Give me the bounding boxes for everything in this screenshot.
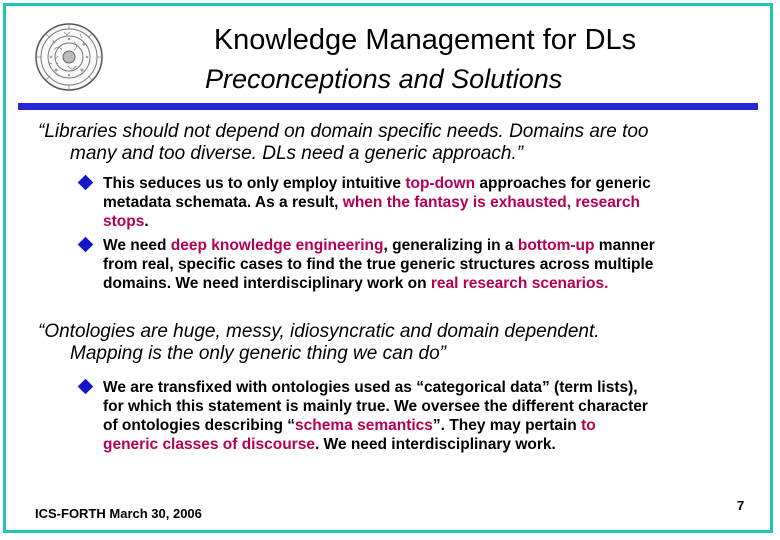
highlight-text: . — [604, 275, 609, 292]
highlight-text: stops — [103, 213, 145, 230]
page-number: 7 — [737, 498, 745, 513]
text: metadata schemata. As a result, — [103, 194, 343, 211]
text: manner — [594, 237, 655, 254]
quote-line: “Ontologies are huge, messy, idiosyncratic and domain dependent. — [38, 321, 600, 342]
highlight-text: real research scenarios — [430, 275, 605, 292]
highlight-text: generic classes of discourse — [103, 436, 315, 453]
text: , generalizing in a — [383, 237, 518, 254]
highlight-text: bottom-up — [517, 237, 595, 254]
quote-line: “Libraries should not depend on domain specific needs. Domains are too — [38, 121, 649, 142]
slide-subtitle: Preconceptions and Solutions — [205, 64, 563, 94]
footer-org-date: ICS-FORTH March 30, 2006 — [35, 506, 202, 521]
slide-title: Knowledge Management for DLs — [213, 24, 637, 56]
quote-ontologies — [38, 321, 600, 365]
text: ”. They may pertain — [432, 417, 582, 434]
text: of ontologies describing “ — [103, 417, 296, 434]
text: We need — [103, 237, 171, 254]
text: This seduces us to only employ intuitive — [103, 175, 406, 192]
text: domains. We need interdisciplinary work on — [103, 275, 431, 292]
quote-libraries — [38, 121, 648, 165]
title-divider — [18, 103, 758, 110]
highlight-text: top-down — [405, 175, 476, 192]
quote-line: many and too diverse. DLs need a generic approach.” — [70, 143, 524, 164]
text: for which this statement is mainly true. We oversee the different character — [103, 398, 648, 415]
bullet-transfixed — [80, 378, 648, 454]
text: We are transfixed with ontologies used as “categorical data” (term lists), — [103, 379, 638, 396]
text: approaches for generic — [475, 175, 651, 192]
highlight-text: when the fantasy is exhausted, research — [342, 194, 640, 211]
bullet-top-down — [80, 174, 651, 231]
highlight-text: schema semantics — [295, 417, 433, 434]
quote-line: Mapping is the only generic thing we can do” — [70, 343, 447, 364]
bullet-deep-knowledge — [80, 236, 655, 293]
highlight-text: deep knowledge engineering — [170, 237, 384, 254]
text: . We need interdisciplinary work. — [314, 436, 556, 453]
text: . — [144, 213, 149, 230]
text: from real, specific cases to find the true generic structures across multiple — [103, 256, 654, 273]
highlight-text: to — [581, 417, 596, 434]
